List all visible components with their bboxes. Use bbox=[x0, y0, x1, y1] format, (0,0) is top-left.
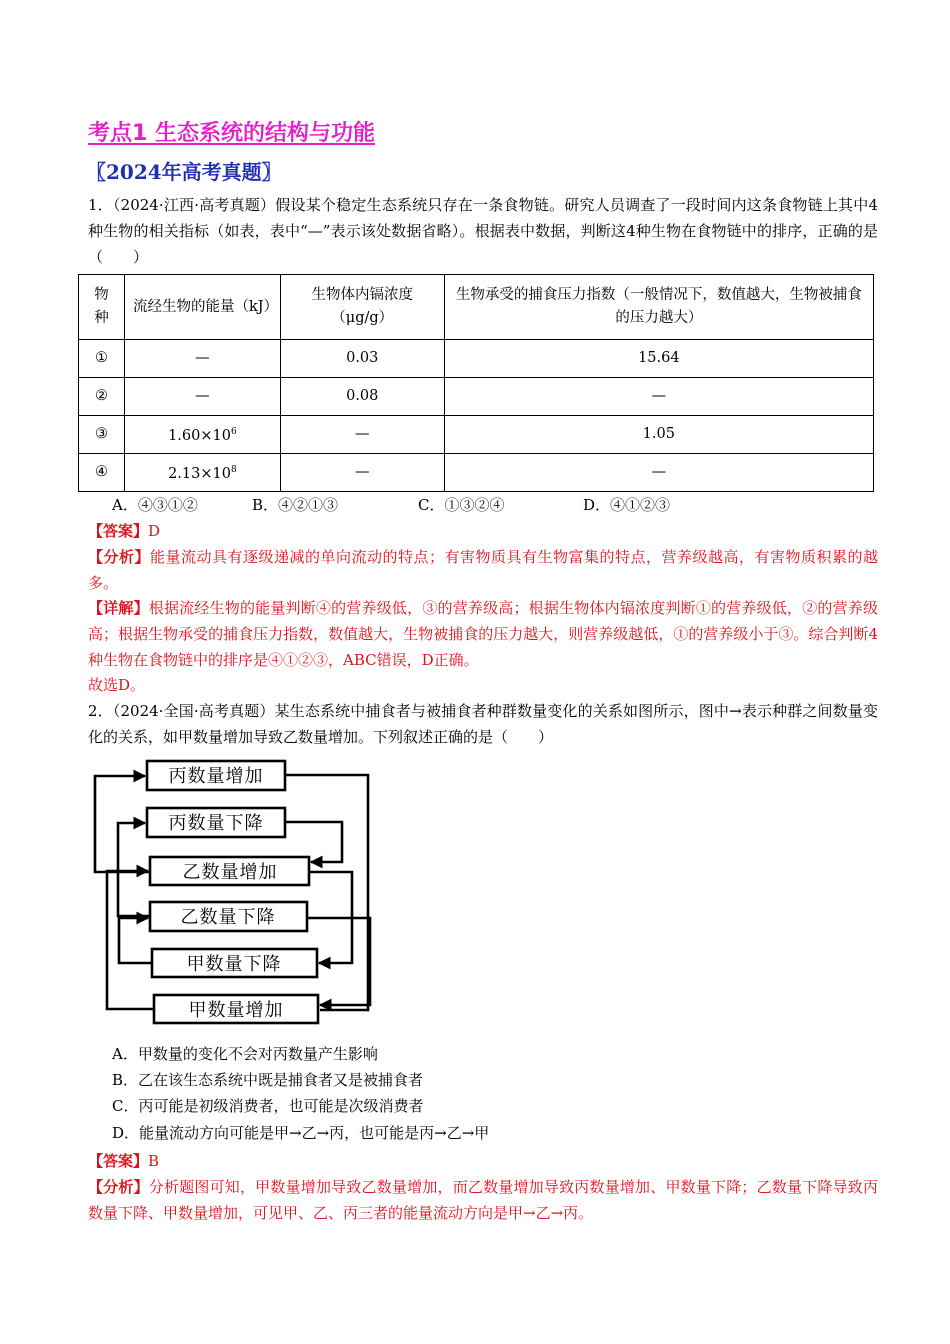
table-row bbox=[79, 454, 874, 492]
q1-option-a: A．④③①② bbox=[112, 496, 198, 514]
analysis-text: 分析题图可知，甲数量增加导致乙数量增加，而乙数量增加导致丙数量增加、甲数量下降；乙数量下降导致丙数量下降、甲数量增加，可见甲、乙、丙三者的能量流动方向是甲→乙→丙。 bbox=[88, 1178, 878, 1222]
diagram-box-jia-down: 甲数量下降 bbox=[186, 954, 282, 975]
table-header-row bbox=[79, 275, 874, 340]
table-row bbox=[79, 378, 874, 416]
arrow-jia-up-to-yi-up bbox=[107, 871, 154, 1009]
q1-detail bbox=[88, 595, 878, 673]
cell-energy: $2.13\times 10^8$ bbox=[124, 454, 280, 492]
q2-analysis bbox=[88, 1174, 878, 1226]
answer-tag: 【答案】 bbox=[88, 1152, 149, 1170]
diagram-box-bing-up: 丙数量增加 bbox=[168, 766, 264, 787]
q2-option-a: A．甲数量的变化不会对丙数量产生影响 bbox=[112, 1045, 378, 1063]
cell-cadmium: 0.03 bbox=[280, 340, 444, 378]
section-subheading: 〖2024年高考真题〗 bbox=[86, 160, 282, 184]
q2-option-b: B．乙在该生态系统中既是捕食者又是被捕食者 bbox=[112, 1071, 424, 1089]
q1-option-b: B．④②①③ bbox=[252, 496, 339, 514]
header-species: 物种 bbox=[79, 275, 125, 340]
detail-tag: 【详解】 bbox=[88, 599, 149, 617]
header-cadmium: 生物体内镉浓度（μg/g） bbox=[280, 275, 444, 340]
cell-species: ② bbox=[79, 378, 125, 416]
cell-cadmium: — bbox=[280, 454, 444, 492]
cell-pressure: — bbox=[444, 378, 873, 416]
cell-pressure: 1.05 bbox=[444, 416, 873, 454]
cell-species: ③ bbox=[79, 416, 125, 454]
q2-stem: 2．（2024·全国·高考真题）某生态系统中捕食者与被捕食者种群数量变化的关系如图所示，图中→表示种群之间数量变化的关系，如甲数量增加导致乙数量增加。下列叙述正确的是（ ） bbox=[88, 702, 878, 746]
q1-option-d: D．④①②③ bbox=[583, 496, 671, 514]
cell-cadmium: — bbox=[280, 416, 444, 454]
energy-exponent: 8 bbox=[230, 465, 237, 476]
diagram-box-bing-down: 丙数量下降 bbox=[168, 813, 264, 834]
q1-answer bbox=[88, 518, 878, 544]
arrow-jia-down-to-yi-down bbox=[119, 918, 152, 963]
answer-tag: 【答案】 bbox=[88, 522, 149, 540]
cell-energy: $1.60\times 10^6$ bbox=[124, 416, 280, 454]
diagram-box-yi-up: 乙数量增加 bbox=[182, 862, 278, 883]
analysis-tag: 【分析】 bbox=[88, 548, 150, 566]
cell-pressure: — bbox=[444, 454, 873, 492]
section-heading: 考点1 生态系统的结构与功能 bbox=[88, 121, 375, 146]
cell-cadmium: 0.08 bbox=[280, 378, 444, 416]
cell-pressure: 15.64 bbox=[444, 340, 873, 378]
answer-value: B bbox=[148, 1152, 160, 1170]
cell-species: ④ bbox=[79, 454, 125, 492]
table-row bbox=[79, 340, 874, 378]
q1-data-table bbox=[78, 274, 874, 492]
cell-energy: — bbox=[124, 378, 280, 416]
header-pressure: 生物承受的捕食压力指数（一般情况下，数值越大，生物被捕食的压力越大） bbox=[444, 275, 873, 340]
analysis-text: 能量流动具有逐级递减的单向流动的特点；有害物质具有生物富集的特点，营养级越高，有害物质积累的越多。 bbox=[88, 548, 878, 592]
q1-analysis bbox=[88, 544, 878, 596]
q1-conclusion: 故选D。 bbox=[88, 676, 146, 694]
energy-exponent: 6 bbox=[230, 427, 237, 438]
q1-options bbox=[0, 493, 950, 517]
q1-option-c: C．①③②④ bbox=[418, 496, 505, 514]
diagram-box-jia-up: 甲数量增加 bbox=[188, 1000, 284, 1021]
q2-answer bbox=[88, 1148, 878, 1174]
answer-value: D bbox=[148, 522, 161, 540]
header-energy: 流经生物的能量（kJ） bbox=[124, 275, 280, 340]
arrow-yi-down-to-bing-down bbox=[118, 823, 150, 916]
arrow-jia-up-line bbox=[285, 775, 368, 1010]
population-relationship-diagram bbox=[80, 756, 390, 1028]
q1-stem: 1．（2024·江西·高考真题）假设某个稳定生态系统只存在一条食物链。研究人员调查了一段时间内这条食物链上其中4种生物的相关指标（如表，表中“—”表示该处数据省略）。根据表中数据，判断这4种生物在食物链中的排序，正确的是（ ） bbox=[88, 196, 878, 266]
cell-energy: — bbox=[124, 340, 280, 378]
table-row bbox=[79, 416, 874, 454]
q2-option-d: D．能量流动方向可能是甲→乙→丙，也可能是丙→乙→甲 bbox=[112, 1124, 490, 1142]
diagram-box-yi-down: 乙数量下降 bbox=[180, 907, 276, 928]
detail-text: 根据流经生物的能量判断④的营养级低，③的营养级高；根据生物体内镉浓度判断①的营养级低，②的营养级高；根据生物承受的捕食压力指数，数值越大，生物被捕食的压力越大，则营养级越低，①的营养级小于③。综合判断4种生物在食物链中的排序是④①②③，ABC错误，D正确。 bbox=[88, 599, 878, 669]
q2-option-c: C．丙可能是初级消费者，也可能是次级消费者 bbox=[112, 1097, 424, 1115]
cell-species: ① bbox=[79, 340, 125, 378]
analysis-tag: 【分析】 bbox=[88, 1178, 149, 1196]
